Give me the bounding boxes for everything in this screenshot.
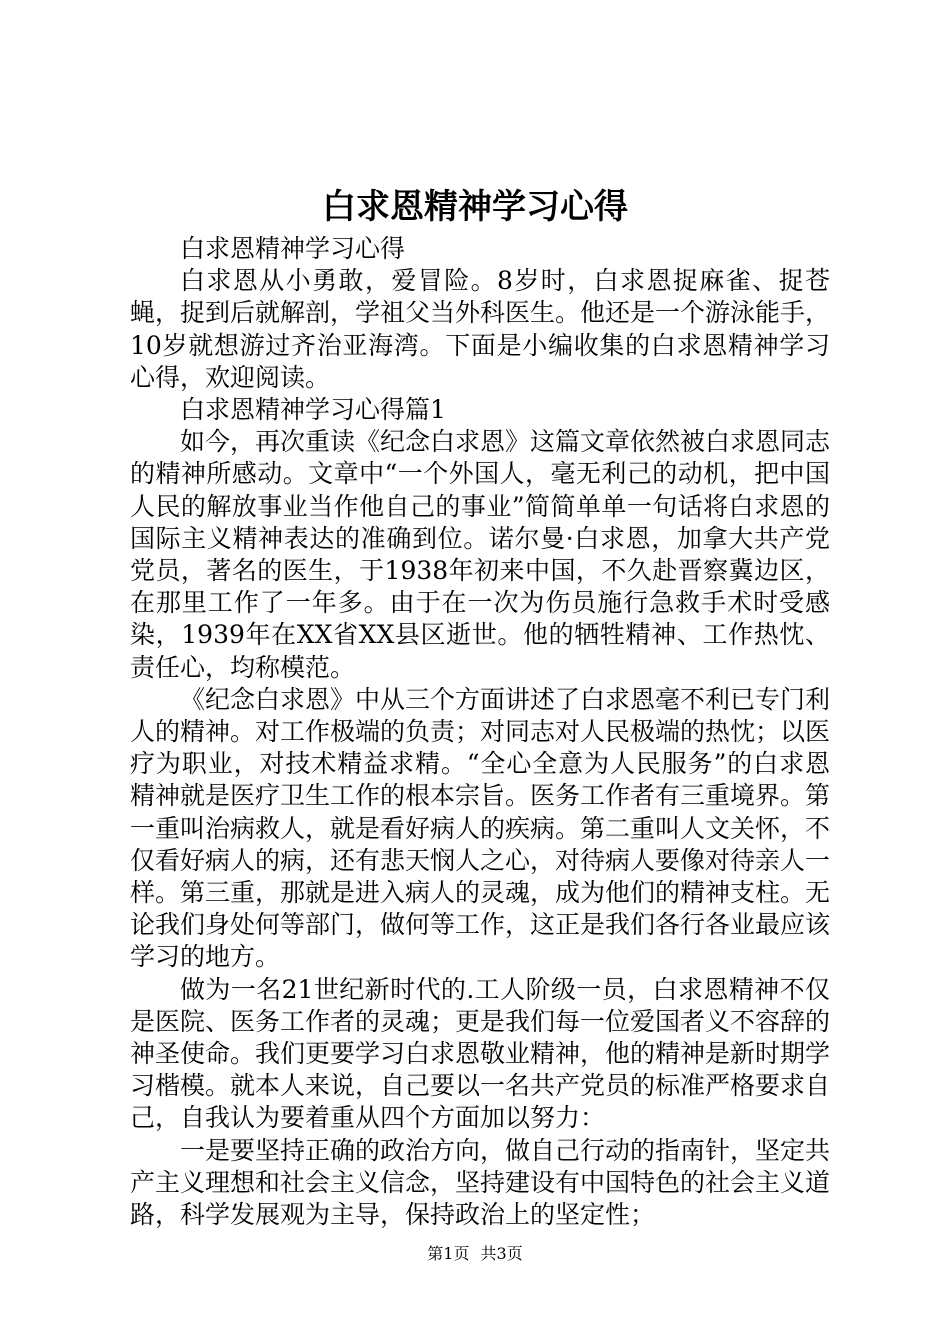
document-body xyxy=(130,233,830,1231)
page-total: 共3页 xyxy=(480,1244,523,1263)
paragraph-body-2: 《纪念白求恩》中从三个方面讲述了白求恩毫不利已专门利人的精神。对工作极端的负责；对同志对人民极端的热忱；以医疗为职业，对技术精益求精。“全心全意为人民服务”的白求恩精神就是医疗卫生工作的根本宗旨。医务工作者有三重境界。第一重叫治病救人，就是看好病人的疾病。第二重叫人文关怀，不仅看好病人的病，还有悲天悯人之心，对待病人要像对待亲人一样。第三重，那就是进入病人的灵魂，成为他们的精神支柱。无论我们身处何等部门，做何等工作，这正是我们各行各业最应该学习的地方。 xyxy=(130,684,831,972)
document-title: 白求恩精神学习心得 xyxy=(322,187,628,227)
paragraph-body-4: 一是要坚持正确的政治方向，做自己行动的指南针，坚定共产主义理想和社会主义信念，坚持建设有中国特色的社会主义道路，科学发展观为主导，保持政治上的坚定性； xyxy=(130,1135,831,1230)
paragraph-section-heading: 白求恩精神学习心得篇1 xyxy=(180,395,446,425)
paragraph-intro: 白求恩从小勇敢，爱冒险。8岁时，白求恩捉麻雀、捉苍蝇，捉到后就解剖，学祖父当外科医生。他还是一个游泳能手，10岁就想游过齐治亚海湾。下面是小编收集的白求恩精神学习心得，欢迎阅读。 xyxy=(130,266,831,392)
paragraph-body-3: 做为一名21世纪新时代的.工人阶级一员，白求恩精神不仅是医院、医务工作者的灵魂；更是我们每一位爱国者义不容辞的神圣使命。我们更要学习白求恩敬业精神，他的精神是新时期学习楷模。就本人来说，自己要以一名共产党员的标准严格要求自己，自我认为要着重从四个方面加以努力： xyxy=(130,974,831,1133)
paragraph-heading: 白求恩精神学习心得 xyxy=(180,234,406,263)
paragraph-body-1: 如今，再次重读《纪念白求恩》这篇文章依然被白求恩同志的精神所感动。文章中“一个外国人，毫无利己的动机，把中国人民的解放事业当作他自己的事业”简简单单一句话将白求恩的国际主义精神表达的准确到位。诺尔曼·白求恩，加拿大共产党党员，著名的医生，于1938年初来中国，不久赴晋察冀边区，在那里工作了一年多。由于在一次为伤员施行急救手术时受感染，1939年在XX省XX县区逝世。他的牺牲精神、工作热忱、责任心，均称模范。 xyxy=(130,427,831,682)
page-footer xyxy=(0,1244,950,1264)
page-number: 第1页 xyxy=(427,1244,470,1263)
